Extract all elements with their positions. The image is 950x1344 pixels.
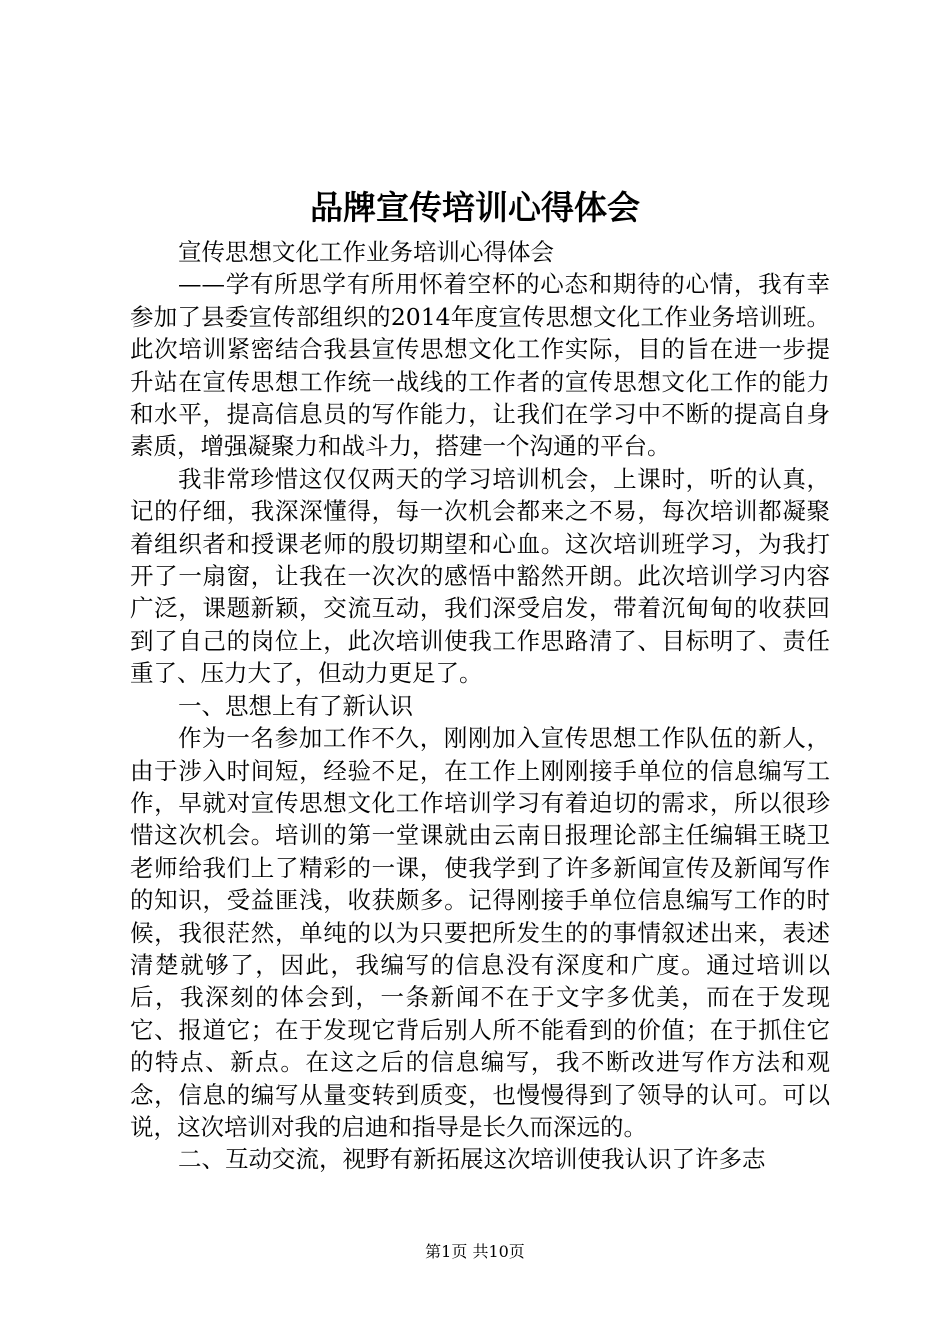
page-footer: 第1页 共10页 — [425, 1242, 525, 1261]
section-heading-1: 一、思想上有了新认识 — [178, 691, 413, 720]
section-heading-2: 二、互动交流，视野有新拓展这次培训使我认识了许多志 — [178, 1145, 766, 1174]
document-body — [130, 236, 830, 1176]
paragraph-section-1: 作为一名参加工作不久，刚刚加入宣传思想工作队伍的新人，由于涉入时间短，经验不足，在工作上刚刚接手单位的信息编写工作，早就对宣传思想文化工作培训学习有着迫切的需求，所以很珍惜这次机会。培训的第一堂课就由云南日报理论部主任编辑王晓卫老师给我们上了精彩的一课，使我学到了许多新闻宣传及新闻写作的知识，受益匪浅，收获颇多。记得刚接手单位信息编写工作的时候，我很茫然，单纯的以为只要把所发生的的事情叙述出来，表述清楚就够了，因此，我编写的信息没有深度和广度。通过培训以后，我深刻的体会到，一条新闻不在于文字多优美，而在于发现它、报道它；在于发现它背后别人所不能看到的价值；在于抓住它的特点、新点。在这之后的信息编写，我不断改进写作方法和观念，信息的编写从量变转到质变，也慢慢得到了领导的认可。可以说，这次培训对我的启迪和指导是长久而深远的。 — [130, 724, 830, 1141]
paragraph-training: 我非常珍惜这仅仅两天的学习培训机会，上课时，听的认真，记的仔细，我深深懂得，每一次机会都来之不易，每次培训都凝聚着组织者和授课老师的殷切期望和心血。这次培训班学习，为我打开了一扇窗，让我在一次次的感悟中豁然开朗。此次培训学习内容广泛，课题新颖，交流互动，我们深受启发，带着沉甸甸的收获回到了自己的岗位上，此次培训使我工作思路清了、目标明了、责任重了、压力大了，但动力更足了。 — [130, 464, 830, 688]
paragraph-subtitle: 宣传思想文化工作业务培训心得体会 — [178, 238, 554, 266]
paragraph-intro: ——学有所思学有所用怀着空杯的心态和期待的心情，我有幸参加了县委宣传部组织的2014年度宣传思想文化工作业务培训班。此次培训紧密结合我县宣传思想文化工作实际，目的旨在进一步提升站在宣传思想工作统一战线的工作者的宣传思想文化工作的能力和水平，提高信息员的写作能力，让我们在学习中不断的提高自身素质，增强凝聚力和战斗力，搭建一个沟通的平台。 — [130, 270, 830, 461]
document-title: 品牌宣传培训心得体会 — [310, 188, 640, 227]
